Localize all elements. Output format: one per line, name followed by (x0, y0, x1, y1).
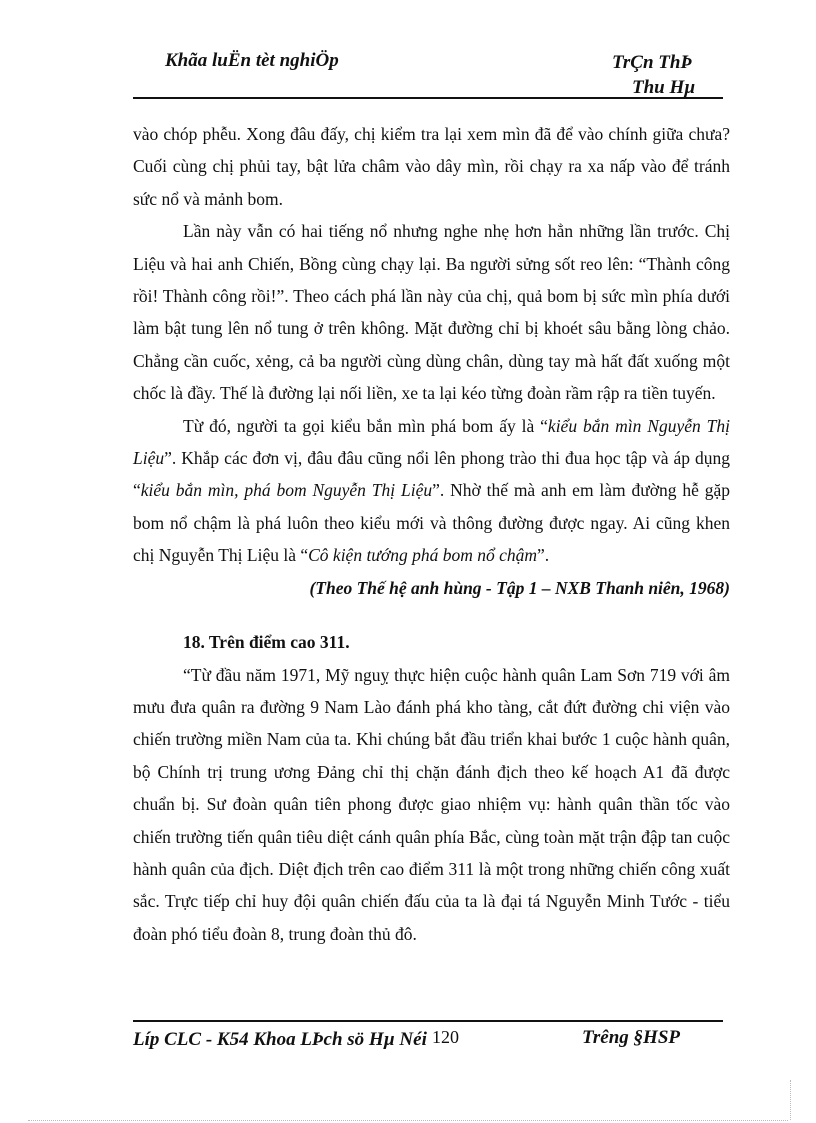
footer-left: Líp CLC - K54 Khoa LÞch sö Hµ Néi (133, 1029, 427, 1050)
paragraph-3 (133, 410, 730, 572)
paragraph-4: “Từ đầu năm 1971, Mỹ nguỵ thực hiện cuộc hành quân Lam Sơn 719 với âm mưu đưa quân ra đường 9 Nam Lào đánh phá kho tàng, cắt đứt đường chi viện vào chiến trường miền Nam của ta. Khi chúng bắt đầu triển khai bước 1 cuộc hành quân, bộ Chính trị trung ương Đảng chỉ thị chặn đánh địch theo kế hoạch A1 đã được chuẩn bị. Sư đoàn quân tiên phong được giao nhiệm vụ: hành quân thần tốc vào chiến trường tiến quân tiêu diệt cánh quân phía Bắc, cùng toàn mặt trận đập tan cuộc hành quân của địch. Diệt địch trên cao điểm 311 là một trong những chiến công xuất sắc. Trực tiếp chỉ huy đội quân chiến đấu của ta là đại tá Nguyễn Minh Tước - tiểu đoàn phó tiểu đoàn 8, trung đoàn thủ đô. (133, 664, 730, 944)
p3-text-b: ”. Khắp các đơn vị, đâu đâu cũng nổi lên phong trào thi đua học tập và áp dụng “ (133, 448, 730, 501)
header-rule (133, 97, 723, 99)
p3-italic-2: kiểu bắn mìn, phá bom Nguyễn Thị Liệu (140, 480, 433, 501)
paragraph-1: vào chóp phễu. Xong đâu đấy, chị kiểm tra lại xem mìn đã để vào chính giữa chưa? Cuối cùng chị phủi tay, bật lửa châm vào dây mìn, rồi chạy ra xa nấp vào để tránh sức nổ và mảnh bom. (133, 124, 730, 209)
section-title: 18. Trên điểm cao 311. (183, 632, 350, 653)
p3-italic-3: Cô kiện tướng phá bom nổ chậm (308, 545, 537, 566)
page-header-right (612, 50, 722, 100)
page-header-left: Khãa luËn tèt nghiÖp (165, 50, 339, 71)
author-line-1: TrÇn ThÞ (612, 52, 693, 73)
page-edge-dotted-vertical (790, 1080, 791, 1120)
p3-text-c: ”. Nhờ thế mà anh em làm đường hễ gặp bom nổ chậm là phá luôn theo kiểu mới và thông đường được ngay. Ai cũng khen chị Nguyễn Thị Liệu là “ (133, 480, 730, 566)
body-text (133, 118, 730, 950)
page-number: 120 (432, 1027, 459, 1047)
source-citation: (Theo Thế hệ anh hùng - Tập 1 – NXB Thanh niên, 1968) (309, 577, 730, 598)
footer-rule (133, 1020, 723, 1022)
footer-right: Trêng §HSP (582, 1027, 680, 1048)
page-edge-dotted (28, 1120, 788, 1121)
p3-text-d: ”. (536, 545, 550, 566)
p3-italic-1: kiểu bắn mìn Nguyễn Thị Liệu (133, 415, 730, 469)
author-line-2: Thu Hµ (632, 77, 696, 98)
p3-text-a: Từ đó, người ta gọi kiểu bắn mìn phá bom ấy là “ (183, 415, 548, 436)
paragraph-2: Lần này vẫn có hai tiếng nổ nhưng nghe nhẹ hơn hẳn những lần trước. Chị Liệu và hai anh Chiến, Bồng cùng chạy lại. Ba người sửng sốt reo lên: “Thành công rồi! Thành công rồi!”. Theo cách phá lần này của chị, quả bom bị sức mìn phía dưới làm bật tung lên nổ tung ở trên không. Mặt đường chỉ bị khoét sâu bằng lòng chảo. Chẳng cần cuốc, xẻng, cả ba người cùng dùng chân, dùng tay mà hất đất xuống một chốc là đầy. Thế là đường lại nối liền, xe ta lại kéo từng đoàn rầm rập ra tiền tuyến. (133, 221, 730, 404)
